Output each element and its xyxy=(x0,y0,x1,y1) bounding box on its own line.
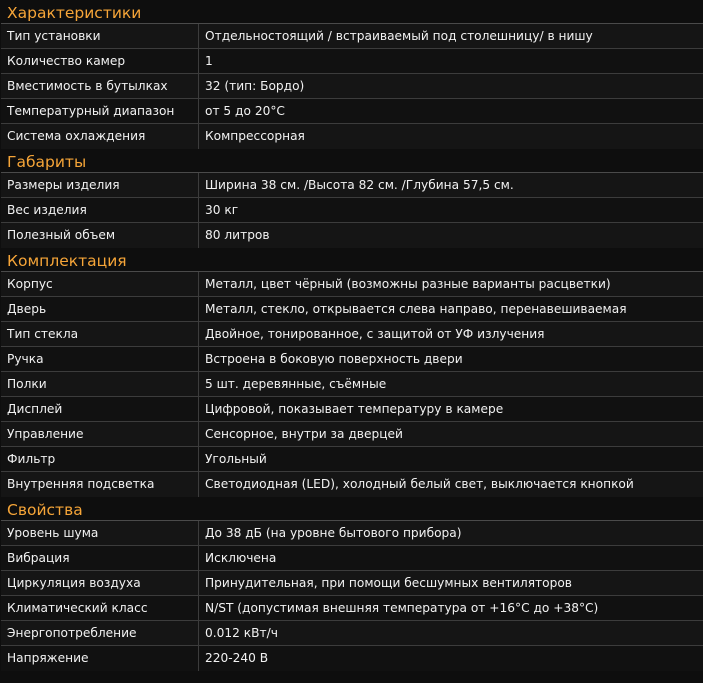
spec-label: Корпус xyxy=(1,272,199,296)
spec-label: Полезный объем xyxy=(1,223,199,248)
spec-row-climate-class xyxy=(1,596,703,621)
spec-value: Двойное, тонированное, с защитой от УФ излучения xyxy=(205,327,545,341)
section-title: Характеристики xyxy=(1,0,703,24)
spec-value: 5 шт. деревянные, съёмные xyxy=(205,377,387,391)
spec-value: 1 xyxy=(205,54,213,68)
section-properties xyxy=(1,497,703,671)
section-rows xyxy=(1,272,703,497)
spec-row-temperature-range xyxy=(1,99,703,124)
spec-value: 30 кг xyxy=(205,203,239,217)
spec-label: Климатический класс xyxy=(1,596,199,620)
spec-value: Исключена xyxy=(205,551,277,565)
spec-label: Тип установки xyxy=(1,24,199,48)
spec-label: Фильтр xyxy=(1,447,199,471)
spec-label: Вместимость в бутылках xyxy=(1,74,199,98)
spec-value: Угольный xyxy=(205,452,267,466)
spec-row-vibration xyxy=(1,546,703,571)
spec-label: Управление xyxy=(1,422,199,446)
section-rows xyxy=(1,173,703,248)
spec-row-control xyxy=(1,422,703,447)
spec-value: Отдельностоящий / встраиваемый под столешницу/ в нишу xyxy=(205,29,593,43)
spec-row-air-circulation xyxy=(1,571,703,596)
spec-label: Система охлаждения xyxy=(1,124,199,149)
spec-row-product-size xyxy=(1,173,703,198)
spec-value: Встроена в боковую поверхность двери xyxy=(205,352,463,366)
spec-value: Светодиодная (LED), холодный белый свет, выключается кнопкой xyxy=(205,477,634,491)
spec-label: Циркуляция воздуха xyxy=(1,571,199,595)
section-dimensions xyxy=(1,149,703,248)
section-title: Комплектация xyxy=(1,248,703,272)
spec-row-voltage xyxy=(1,646,703,671)
spec-label: Температурный диапазон xyxy=(1,99,199,123)
spec-row-noise-level xyxy=(1,521,703,546)
section-title: Габариты xyxy=(1,149,703,173)
spec-row-filter xyxy=(1,447,703,472)
spec-value: 80 литров xyxy=(205,228,270,242)
spec-label: Дверь xyxy=(1,297,199,321)
spec-value: Металл, цвет чёрный (возможны разные варианты расцветки) xyxy=(205,277,611,291)
spec-value: До 38 дБ (на уровне бытового прибора) xyxy=(205,526,462,540)
spec-row-power-consumption xyxy=(1,621,703,646)
spec-row-handle xyxy=(1,347,703,372)
spec-row-door xyxy=(1,297,703,322)
spec-value: 220-240 В xyxy=(205,651,269,665)
section-rows xyxy=(1,521,703,671)
spec-row-installation-type xyxy=(1,24,703,49)
spec-value: Сенсорное, внутри за дверцей xyxy=(205,427,403,441)
spec-value: 0.012 кВт/ч xyxy=(205,626,278,640)
spec-label: Вибрация xyxy=(1,546,199,570)
spec-value: N/ST (допустимая внешняя температура от +16°С до +38°С) xyxy=(205,601,599,615)
section-equipment xyxy=(1,248,703,497)
spec-label: Энергопотребление xyxy=(1,621,199,645)
spec-row-useful-volume xyxy=(1,223,703,248)
spec-label: Внутренняя подсветка xyxy=(1,472,199,497)
spec-label: Количество камер xyxy=(1,49,199,73)
spec-value: Ширина 38 см. /Высота 82 см. /Глубина 57,5 см. xyxy=(205,178,514,192)
spec-row-bottle-capacity xyxy=(1,74,703,99)
spec-label: Уровень шума xyxy=(1,521,199,545)
spec-label: Полки xyxy=(1,372,199,396)
spec-label: Тип стекла xyxy=(1,322,199,346)
section-characteristics xyxy=(1,0,703,149)
spec-row-shelves xyxy=(1,372,703,397)
spec-label: Дисплей xyxy=(1,397,199,421)
spec-value: от 5 до 20°С xyxy=(205,104,285,118)
spec-value: Принудительная, при помощи бесшумных вентиляторов xyxy=(205,576,572,590)
spec-label: Напряжение xyxy=(1,646,199,671)
spec-row-product-weight xyxy=(1,198,703,223)
spec-value: Компрессорная xyxy=(205,129,305,143)
spec-row-body xyxy=(1,272,703,297)
spec-label: Ручка xyxy=(1,347,199,371)
spec-row-chamber-count xyxy=(1,49,703,74)
spec-row-interior-lighting xyxy=(1,472,703,497)
spec-row-cooling-system xyxy=(1,124,703,149)
spec-value: 32 (тип: Бордо) xyxy=(205,79,305,93)
spec-row-display xyxy=(1,397,703,422)
spec-label: Вес изделия xyxy=(1,198,199,222)
section-title: Свойства xyxy=(1,497,703,521)
spec-value: Металл, стекло, открывается слева направо, перенавешиваемая xyxy=(205,302,627,316)
section-rows xyxy=(1,24,703,149)
spec-row-glass-type xyxy=(1,322,703,347)
spec-value: Цифровой, показывает температуру в камере xyxy=(205,402,504,416)
spec-label: Размеры изделия xyxy=(1,173,199,197)
